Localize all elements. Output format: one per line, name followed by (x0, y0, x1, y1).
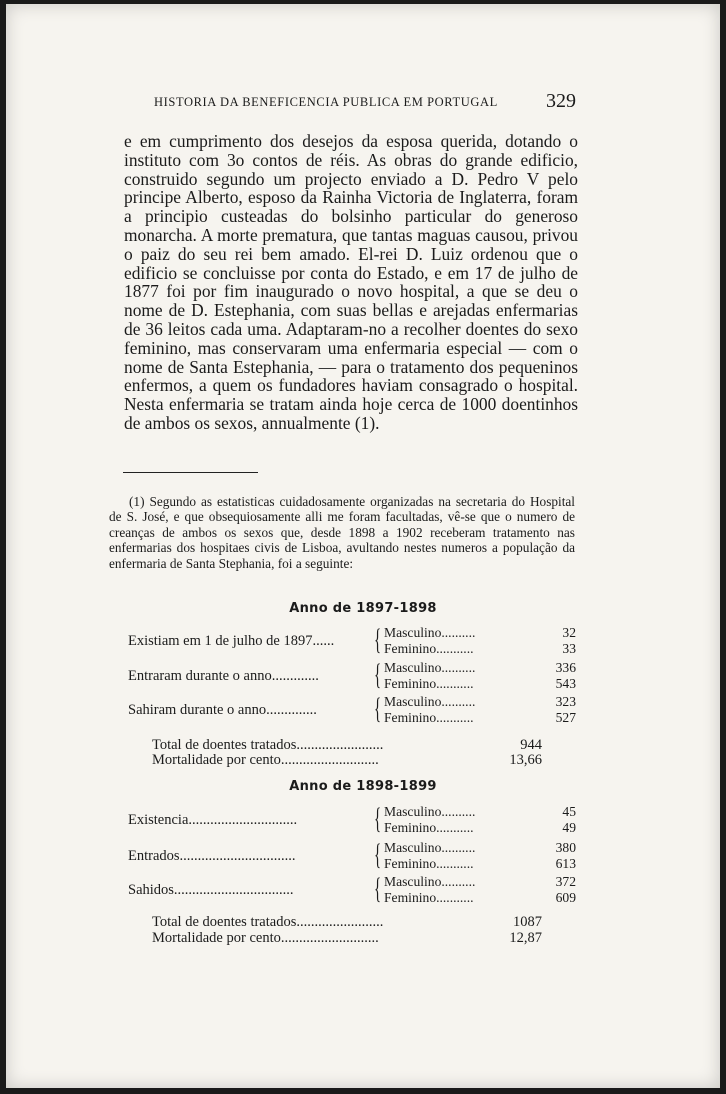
female-value: 613 (555, 856, 576, 871)
total-label: Total de doentes tratados........................ (152, 914, 384, 930)
female-entry (384, 676, 584, 692)
male-entry (384, 694, 584, 710)
male-label: Masculino.......... (384, 804, 476, 819)
brace-glyph: { (374, 658, 382, 691)
male-label: Masculino.......... (384, 694, 476, 709)
table-row (122, 660, 582, 692)
row-label: Entraram durante o anno............. (128, 668, 319, 684)
row-label: Sahidos................................. (128, 882, 294, 898)
total-treated-row (152, 914, 542, 931)
female-entry (384, 820, 584, 836)
female-value: 33 (562, 641, 576, 656)
mortality-row (152, 752, 542, 769)
male-entry (384, 840, 584, 856)
table-row (122, 840, 582, 872)
male-entry (384, 804, 584, 820)
male-entry (384, 874, 584, 890)
row-label: Sahiram durante o anno.............. (128, 702, 317, 718)
female-value: 543 (555, 676, 576, 691)
female-label: Feminino........... (384, 890, 474, 905)
female-entry (384, 641, 584, 657)
brace-glyph: { (374, 692, 382, 725)
female-label: Feminino........... (384, 676, 474, 691)
table-row (122, 874, 582, 906)
female-entry (384, 856, 584, 872)
footnote-text: (1) Segundo as estatisticas cuidadosamente organizadas na secretaria do Hospital de S. José, e que obsequiosamente alli me foram facultadas, vê-se que o numero de creanças de ambos os sexos que, desde 1898 a 1902 receberam tratamento nas enfermarias dos hospitaes civis de Lisboa, avultando nestes numeros a população da enfermaria de Santa Stephania, foi a seguinte: (109, 494, 575, 571)
male-label: Masculino.......... (384, 660, 476, 675)
table-row (122, 625, 582, 657)
female-value: 527 (555, 710, 576, 725)
brace-glyph: { (374, 872, 382, 905)
male-value: 372 (555, 874, 576, 889)
female-label: Feminino........... (384, 856, 474, 871)
male-value: 323 (555, 694, 576, 709)
table-heading-1897-1898: Anno de 1897-1898 (289, 601, 437, 616)
total-value: 944 (520, 737, 542, 753)
female-entry (384, 890, 584, 906)
female-label: Feminino........... (384, 820, 474, 835)
total-label: Total de doentes tratados........................ (152, 737, 384, 753)
male-value: 380 (555, 840, 576, 855)
male-label: Masculino.......... (384, 840, 476, 855)
table-row (122, 694, 582, 726)
mortality-value: 13,66 (509, 752, 542, 768)
female-label: Feminino........... (384, 641, 474, 656)
row-label: Entrados................................ (128, 848, 296, 864)
page-number: 329 (546, 90, 576, 112)
female-label: Feminino........... (384, 710, 474, 725)
female-entry (384, 710, 584, 726)
mortality-label: Mortalidade por cento........................... (152, 930, 379, 946)
main-paragraph: e em cumprimento dos desejos da esposa querida, dotando o instituto com 3o contos de réis. As obras do grande edificio, construido segundo um projecto enviado a D. Pedro V pelo principe Alberto, esposo da Rainha Victoria de Inglaterra, foram a principio custeadas do bolsinho particular do generoso monarcha. A morte prematura, que tantas maguas causou, privou o paiz do seu rei bem amado. El-rei D. Luiz ordenou que o edificio se concluisse por conta do Estado, e em 17 de julho de 1877 foi por fim inaugurado o novo hospital, a que se deu o nome de D. Estephania, com suas bellas e arejadas enfermarias de 36 leitos cada uma. Adaptaram-no a recolher doentes do sexo feminino, mas conservaram uma enfermaria especial — com o nome de Santa Estephania, — para o tratamento dos pequeninos enfermos, a quem os fundadores haviam consagrado o hospital. Nesta enfermaria se tratam ainda hoje cerca de 1000 doentinhos de ambos os sexos, annualmente (1). (124, 131, 578, 433)
mortality-value: 12,87 (509, 930, 542, 946)
male-value: 32 (562, 625, 576, 640)
row-label: Existiam em 1 de julho de 1897...... (128, 633, 335, 649)
female-value: 49 (562, 820, 576, 835)
running-header: HISTORIA DA BENEFICENCIA PUBLICA EM PORTUGAL (154, 95, 498, 109)
male-value: 336 (555, 660, 576, 675)
row-label: Existencia.............................. (128, 812, 298, 828)
male-value: 45 (562, 804, 576, 819)
male-entry (384, 625, 584, 641)
brace-glyph: { (374, 623, 382, 656)
mortality-label: Mortalidade por cento........................... (152, 752, 379, 768)
mortality-row (152, 930, 542, 947)
brace-glyph: { (374, 802, 382, 835)
table-heading-1898-1899: Anno de 1898-1899 (289, 779, 437, 794)
male-label: Masculino.......... (384, 625, 476, 640)
table-row (122, 804, 582, 836)
footnote-divider (123, 472, 258, 473)
male-entry (384, 660, 584, 676)
male-label: Masculino.......... (384, 874, 476, 889)
total-value: 1087 (513, 914, 542, 930)
female-value: 609 (555, 890, 576, 905)
brace-glyph: { (374, 838, 382, 871)
book-page (6, 4, 720, 1088)
